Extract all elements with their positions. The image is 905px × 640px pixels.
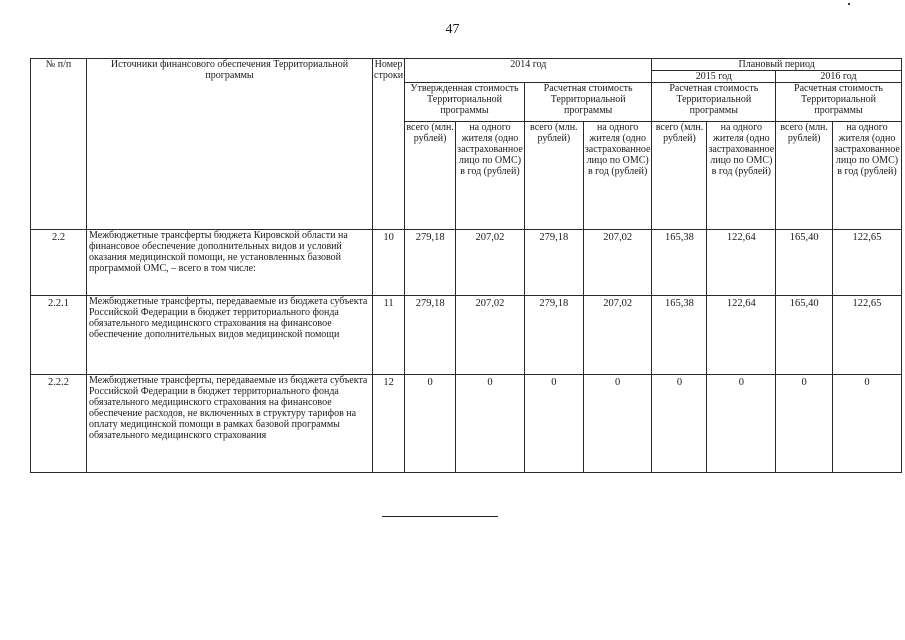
header-per-capita-2: на одного жителя (одно застрахованное лицо по ОМС) в год (рублей) [583, 122, 652, 230]
scan-speck [848, 3, 850, 5]
header-year-2014: 2014 год [405, 59, 652, 83]
cell-2014-approved-per-capita: 207,02 [456, 230, 525, 296]
header-planned-period: Плановый период [652, 59, 901, 71]
cell-2015-total: 0 [652, 375, 707, 473]
header-estimated-cost-2015: Расчетная стоимость Территориальной программы [652, 83, 776, 122]
row-number: 2.2.2 [31, 375, 87, 473]
cell-2014-estimated-per-capita: 0 [583, 375, 652, 473]
header-total-3: всего (млн. рублей) [652, 122, 707, 230]
page-number: 47 [445, 22, 460, 37]
cell-2016-per-capita: 0 [833, 375, 902, 473]
header-total-1: всего (млн. рублей) [405, 122, 456, 230]
header-per-capita-1: на одного жителя (одно застрахованное лицо по ОМС) в год (рублей) [456, 122, 525, 230]
header-total-4: всего (млн. рублей) [776, 122, 833, 230]
cell-2014-approved-per-capita: 0 [456, 375, 525, 473]
header-approved-cost: Утвержденная стоимость Территориальной программы [405, 83, 525, 122]
header-source: Источники финансового обеспечения Территориальной программы [87, 59, 373, 230]
header-year-2016: 2016 год [776, 71, 902, 83]
header-estimated-cost-2016: Расчетная стоимость Территориальной программы [776, 83, 902, 122]
cell-2015-per-capita: 0 [707, 375, 776, 473]
cell-2014-approved-total: 279,18 [405, 296, 456, 375]
cell-2014-estimated-total: 279,18 [524, 230, 583, 296]
cell-2015-total: 165,38 [652, 230, 707, 296]
row-source: Межбюджетные трансферты бюджета Кировской области на финансовое обеспечение дополнительных видов и условий оказания медицинской помощи, не установленных базовой программой ОМС, – всего в том числе: [87, 230, 373, 296]
footer-rule [382, 516, 498, 517]
cell-2014-approved-total: 0 [405, 375, 456, 473]
row-line: 11 [373, 296, 405, 375]
table-row [31, 375, 902, 473]
cell-2016-total: 0 [776, 375, 833, 473]
header-per-capita-3: на одного жителя (одно застрахованное лицо по ОМС) в год (рублей) [707, 122, 776, 230]
row-number: 2.2.1 [31, 296, 87, 375]
cell-2015-per-capita: 122,64 [707, 230, 776, 296]
header-row-no: № п/п [31, 59, 87, 230]
row-number: 2.2 [31, 230, 87, 296]
cell-2016-per-capita: 122,65 [833, 296, 902, 375]
cell-2014-estimated-total: 0 [524, 375, 583, 473]
table-row [31, 296, 902, 375]
row-line: 10 [373, 230, 405, 296]
cell-2015-total: 165,38 [652, 296, 707, 375]
row-source: Межбюджетные трансферты, передаваемые из бюджета субъекта Российской Федерации в бюджет территориального фонда обязательного медицинского страхования на финансовое обеспечение расходов, не включенных в структуру тарифов на оплату медицинской помощи в рамках базовой программы обязательного медицинского страхования [87, 375, 373, 473]
cell-2015-per-capita: 122,64 [707, 296, 776, 375]
cell-2016-per-capita: 122,65 [833, 230, 902, 296]
header-line-no: Номер строки [373, 59, 405, 230]
cell-2014-estimated-per-capita: 207,02 [583, 296, 652, 375]
table-row [31, 230, 902, 296]
cell-2014-estimated-per-capita: 207,02 [583, 230, 652, 296]
cell-2016-total: 165,40 [776, 296, 833, 375]
header-year-2015: 2015 год [652, 71, 776, 83]
cell-2014-approved-per-capita: 207,02 [456, 296, 525, 375]
cell-2014-estimated-total: 279,18 [524, 296, 583, 375]
cell-2016-total: 165,40 [776, 230, 833, 296]
header-estimated-cost-2014: Расчетная стоимость Территориальной программы [524, 83, 652, 122]
row-line: 12 [373, 375, 405, 473]
header-total-2: всего (млн. рублей) [524, 122, 583, 230]
row-source: Межбюджетные трансферты, передаваемые из бюджета субъекта Российской Федерации в бюджет территориального фонда обязательного медицинского страхования на финансовое обеспечение дополнительных видов медицинской помощи [87, 296, 373, 375]
financing-table [30, 58, 902, 473]
cell-2014-approved-total: 279,18 [405, 230, 456, 296]
header-per-capita-4: на одного жителя (одно застрахованное лицо по ОМС) в год (рублей) [833, 122, 902, 230]
